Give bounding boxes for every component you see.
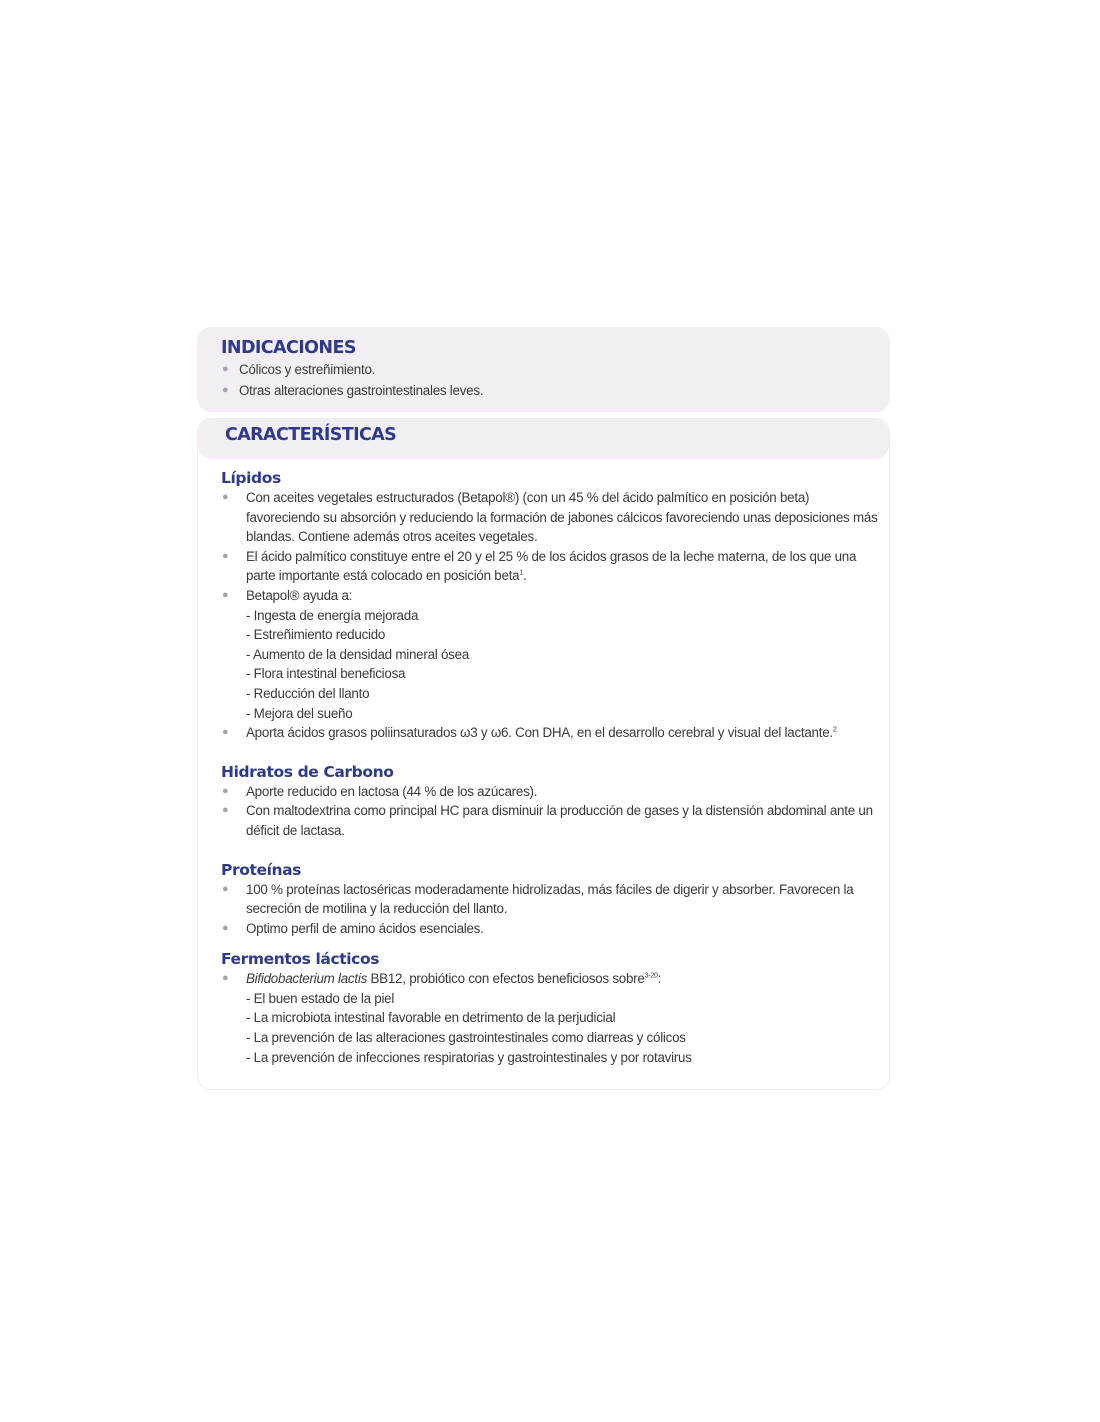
list-item: ● Optimo perfil de amino ácidos esenciales.: [221, 919, 889, 939]
fermentos-section: [221, 950, 889, 1067]
sub-item: - El buen estado de la piel: [246, 990, 395, 1006]
lipidos-section: [221, 469, 889, 743]
bullet-icon: ●: [222, 549, 229, 562]
caracteristicas-card: [197, 418, 890, 1090]
sub-item: - La prevención de infecciones respiratorias y gastrointestinales y por rotavirus: [246, 1049, 692, 1065]
hidratos-list: [221, 782, 889, 841]
proteinas-section: [221, 861, 889, 939]
bullet-icon: ●: [222, 972, 229, 985]
list-item: ● 100 % proteínas lactoséricas moderadamente hidrolizadas, más fáciles de digerir y absorber. Favorecen la secreción de motilina y la reducción del llanto.: [222, 881, 854, 917]
bullet-icon: ●: [222, 804, 229, 817]
list-item: ● Aporte reducido en lactosa (44 % de los azúcares).: [221, 782, 889, 802]
bullet-icon: ●: [222, 882, 229, 895]
proteinas-heading: Proteínas: [221, 860, 302, 879]
bullet-icon: ●: [222, 784, 229, 797]
sub-item: - Estreñimiento reducido: [246, 627, 386, 643]
hidratos-section: [221, 763, 889, 841]
sub-item: - Aumento de la densidad mineral ósea: [246, 646, 469, 662]
proteinas-list: [221, 880, 889, 939]
list-item: ● Con maltodextrina como principal HC para disminuir la producción de gases y la distensión abdominal ante un déficit de lactasa.: [222, 803, 873, 838]
bullet-icon: ●: [222, 491, 229, 503]
sub-item: - Mejora del sueño: [246, 705, 353, 721]
list-item: ● El ácido palmítico constituye entre el 20 y el 25 % de los ácidos grasos de la leche materna, de los que una parte importante está colocado en posición beta$^1$.: [222, 548, 857, 584]
fermentos-heading: Fermentos lácticos: [221, 950, 380, 969]
bullet-icon: ●: [222, 588, 229, 601]
bullet-icon: ●: [222, 384, 229, 396]
sub-item: - Reducción del llanto: [246, 685, 370, 701]
indicaciones-heading: INDICACIONES: [221, 338, 356, 358]
bullet-icon: ●: [222, 363, 229, 375]
lipidos-heading: Lípidos: [221, 469, 281, 487]
list-item: ● Otras alteraciones gastrointestinales leves.: [221, 380, 890, 401]
indicaciones-card: [197, 327, 890, 412]
hidratos-heading: Hidratos de Carbono: [221, 762, 394, 781]
caracteristicas-body: [198, 459, 889, 1067]
list-item: ● Aporta ácidos grasos poliinsaturados ω3 y ω6. Con DHA, en el desarrollo cerebral y visual del lactante.$^2$: [221, 723, 889, 743]
bullet-icon: ●: [222, 921, 229, 934]
sub-item: - La microbiota intestinal favorable en detrimento de la perjudicial: [246, 1010, 616, 1026]
probiotic-benefits: [246, 989, 885, 1067]
betapol-benefits: [246, 606, 885, 724]
sub-item: - Flora intestinal beneficiosa: [246, 666, 406, 682]
caracteristicas-header: [198, 419, 889, 459]
list-item: ● Bifidobacterium lactis BB12, probiótico con efectos beneficiosos sobre$^{3-20}$: - El buen estado de la piel - La microbiota intestinal favorable en detrimento de la perjudicial - La prevención de las alteraciones gastrointestinales como diarreas y cólicos - La prevención de infecciones respiratorias y gastrointestinales y por rotavirus: [221, 969, 889, 1067]
sub-item: - Ingesta de energía mejorada: [246, 607, 419, 623]
list-item: ● Cólicos y estreñimiento.: [221, 359, 890, 380]
list-item: ● Betapol® ayuda a: - Ingesta de energía mejorada - Estreñimiento reducido - Aumento de la densidad mineral ósea - Flora intestinal beneficiosa - Reducción del llanto - Mejora del sueño: [221, 586, 889, 723]
caracteristicas-heading: CARACTERÍSTICAS: [225, 425, 397, 445]
indicaciones-list: [221, 359, 890, 401]
lipidos-list: [221, 488, 889, 743]
list-item: ● Con aceites vegetales estructurados (Betapol®) (con un 45 % del ácido palmítico en posición beta) favoreciendo su absorción y reduciendo la formación de jabones cálcicos favoreciendo unas deposiciones más blandas. Contiene además otros aceites vegetales.: [222, 490, 878, 545]
sub-item: - La prevención de las alteraciones gastrointestinales como diarreas y cólicos: [246, 1030, 686, 1046]
fermentos-list: [221, 969, 889, 1067]
bullet-icon: ●: [222, 726, 229, 739]
